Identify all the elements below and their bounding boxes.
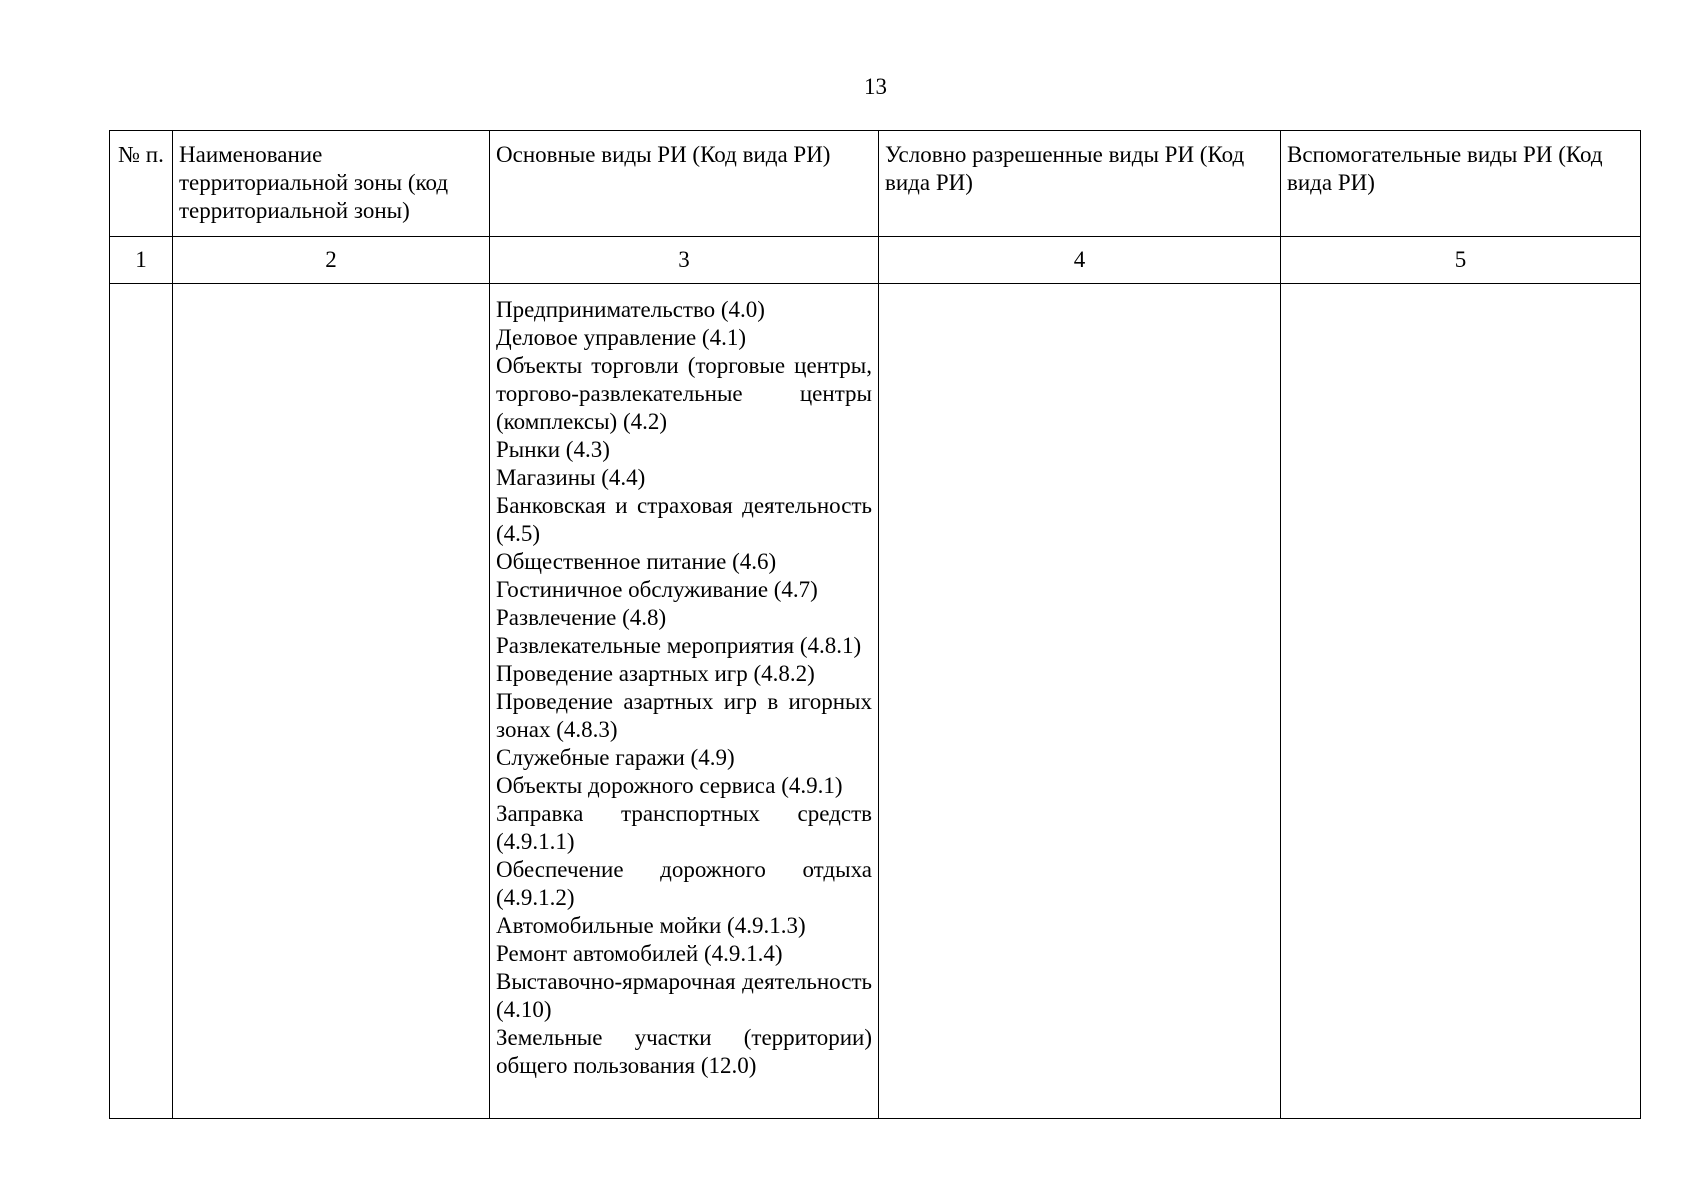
- list-item: Развлечение (4.8): [496, 605, 667, 630]
- list-item: Деловое управление (4.1): [496, 325, 747, 350]
- list-item: Объекты торговли (торговые центры, торгово-развлекательные центры (комплексы) (4.2): [496, 353, 872, 434]
- list-item: Служебные гаражи (4.9): [496, 745, 735, 770]
- list-item: Общественное питание (4.6): [496, 549, 777, 574]
- header-conditional-uses: Условно разрешенные виды РИ (Код вида РИ): [879, 131, 1281, 237]
- page-number: 13: [864, 74, 887, 99]
- header-auxiliary-uses: Вспомогательные виды РИ (Код вида РИ): [1281, 131, 1641, 237]
- list-item: Банковская и страховая деятельность (4.5): [496, 493, 872, 546]
- main-uses-cell: [490, 284, 879, 1119]
- column-number: 2: [173, 237, 490, 284]
- column-number: 1: [110, 237, 173, 284]
- land-use-table: [109, 130, 1641, 1119]
- list-item: Рынки (4.3): [496, 437, 610, 462]
- list-item: Обеспечение дорожного отдыха (4.9.1.2): [496, 857, 872, 910]
- header-main-uses: Основные виды РИ (Код вида РИ): [490, 131, 879, 237]
- list-item: Выставочно-ярмарочная деятельность (4.10): [496, 969, 872, 1022]
- list-item: Развлекательные мероприятия (4.8.1): [496, 633, 862, 658]
- row-number-cell: [110, 284, 173, 1119]
- column-number: 5: [1281, 237, 1641, 284]
- table-row: [110, 284, 1641, 1119]
- header-zone-name: Наименование территориальной зоны (код территориальной зоны): [173, 131, 490, 237]
- list-item: Автомобильные мойки (4.9.1.3): [496, 913, 806, 938]
- header-item-number: № п.: [110, 131, 173, 237]
- list-item: Предпринимательство (4.0): [496, 297, 765, 322]
- table-header-row: [110, 131, 1641, 237]
- zone-name-cell: [173, 284, 490, 1119]
- list-item: Ремонт автомобилей (4.9.1.4): [496, 941, 783, 966]
- list-item: Гостиничное обслуживание (4.7): [496, 577, 818, 602]
- list-item: Заправка транспортных средств (4.9.1.1): [496, 801, 872, 854]
- auxiliary-uses-cell: [1281, 284, 1641, 1119]
- column-number: 3: [490, 237, 879, 284]
- list-item: Магазины (4.4): [496, 465, 646, 490]
- list-item: Объекты дорожного сервиса (4.9.1): [496, 773, 843, 798]
- conditional-uses-cell: [879, 284, 1281, 1119]
- column-number: 4: [879, 237, 1281, 284]
- list-item: Проведение азартных игр в игорных зонах (4.8.3): [496, 689, 872, 742]
- list-item: Земельные участки (территории) общего пользования (12.0): [496, 1025, 872, 1078]
- column-number-row: [110, 237, 1641, 284]
- list-item: Проведение азартных игр (4.8.2): [496, 661, 815, 686]
- main-uses-list: [496, 296, 872, 1080]
